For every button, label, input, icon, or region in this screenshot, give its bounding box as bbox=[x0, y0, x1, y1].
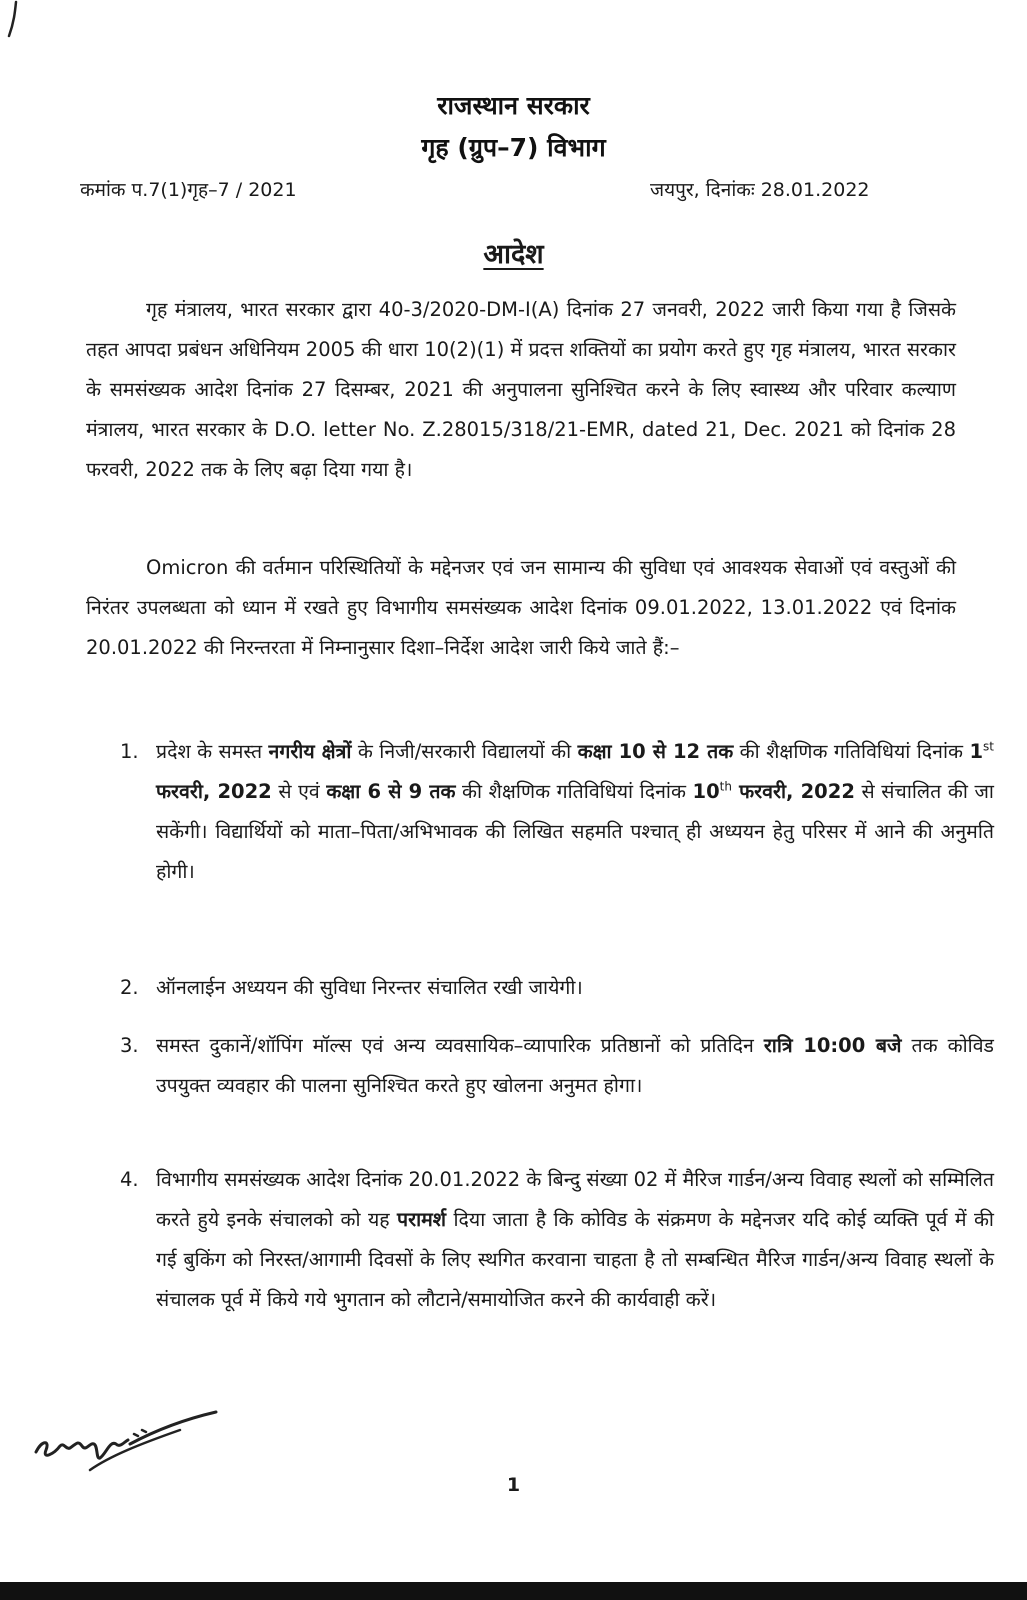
signature-icon bbox=[30, 1404, 230, 1474]
item-number: 4. bbox=[120, 1168, 139, 1191]
order-title bbox=[0, 234, 1027, 271]
item-text: से एवं bbox=[271, 780, 327, 803]
item-text: ऑनलाईन अध्ययन की सुविधा निरन्तर संचालित रखी जायेगी। bbox=[156, 976, 583, 999]
order-title-text: आदेश bbox=[483, 239, 544, 270]
ordinal-suffix: st bbox=[983, 739, 994, 754]
item-bold-text: नगरीय क्षेत्रों bbox=[268, 740, 352, 763]
list-item-4 bbox=[120, 1160, 994, 1320]
list-item-2 bbox=[120, 968, 994, 1008]
item-text: से संचालित की जा सकेंगी। विद्यार्थियों को माता–पिता/अभिभावक की लिखित सहमति पश्चात् ही अध्ययन हेतु परिसर में आने की अनुमति होगी। bbox=[156, 780, 994, 883]
item-bold-text: रात्रि 10:00 बजे bbox=[763, 1034, 902, 1057]
item-number: 2. bbox=[120, 976, 139, 999]
item-text: की शैक्षणिक गतिविधियां दिनांक bbox=[455, 780, 693, 803]
item-bold-text: कक्षा 10 से 12 तक bbox=[577, 740, 734, 763]
item-text: समस्त दुकानें/शॉपिंग मॉल्स एवं अन्य व्यवसायिक–व्यापारिक प्रतिष्ठानों को प्रतिदिन bbox=[156, 1034, 764, 1057]
scan-edge-bar bbox=[0, 1582, 1027, 1600]
reference-number: कमांक प.7(1)गृह–7 / 2021 bbox=[80, 179, 297, 201]
paragraph-2: Omicron की वर्तमान परिस्थितियों के मद्देनजर एवं जन सामान्य की सुविधा एवं आवश्यक सेवाओं एवं वस्तुओं की निरंतर उपलब्धता को ध्यान में रखते हुए विभागीय समसंख्यक आदेश दिनांक 09.01.2022, 13.01.2022 एवं दिनांक 20.01.2022 की निरन्तरता में निम्नानुसार दिशा–निर्देश आदेश जारी किये जाते हैं:– bbox=[86, 556, 956, 659]
item-bold-text: 1 bbox=[969, 740, 984, 763]
item-text: दिया जाता है कि कोविड के संक्रमण के मद्देनजर यदि कोई व्यक्ति पूर्व में की गई बुकिंग को निरस्त/आगामी दिवसों के लिए स्थगित करवाना चाहता है तो सम्बन्धित मैरिज गार्डन/अन्य विवाह स्थलों के संचालक पूर्व में किये गये भुगतान को लौटाने/समायोजित करने की कार्यवाही करें। bbox=[156, 1208, 994, 1311]
list-item-1 bbox=[120, 732, 994, 892]
item-bold-text: फरवरी, 2022 bbox=[731, 780, 855, 803]
government-name: राजस्थान सरकार bbox=[437, 91, 590, 120]
item-bold-text: कक्षा 6 से 9 तक bbox=[326, 780, 456, 803]
list-item-3 bbox=[120, 1026, 994, 1106]
item-bold-text: फरवरी, 2022 bbox=[156, 780, 272, 803]
paragraph-1: गृह मंत्रालय, भारत सरकार द्वारा 40-3/2020-DM-I(A) दिनांक 27 जनवरी, 2022 जारी किया गया है जिसके तहत आपदा प्रबंधन अधिनियम 2005 की धारा 10(2)(1) में प्रदत्त शक्तियों का प्रयोग करते हुए गृह मंत्रालय, भारत सरकार के समसंख्यक आदेश दिनांक 27 दिसम्बर, 2021 की अनुपालना सुनिश्चित करने के लिए स्वास्थ्य और परिवार कल्याण मंत्रालय, भारत सरकार के D.O. letter No. Z.28015/318/21-EMR, dated 21, Dec. 2021 को दिनांक 28 फरवरी, 2022 तक के लिए बढ़ा दिया गया है। bbox=[86, 298, 956, 481]
item-text: प्रदेश के समस्त bbox=[156, 740, 269, 763]
item-number: 1. bbox=[120, 740, 139, 763]
item-bold-text: परामर्श bbox=[397, 1208, 447, 1231]
page-number: 1 bbox=[506, 1474, 521, 1496]
place-and-date: जयपुर, दिनांकः 28.01.2022 bbox=[650, 179, 870, 201]
item-text: के निजी/सरकारी विद्यालयों की bbox=[351, 740, 578, 763]
item-text: विभागीय समसंख्यक आदेश दिनांक 20.01.2022 के बिन्दु संख्या 02 में मैरिज गार्डन/अन्य विवाह स्थलों को सम्मिलित करते हुये इनके संचालको को यह bbox=[156, 1168, 994, 1231]
item-bold-text: 10 bbox=[692, 780, 720, 803]
item-text: की शैक्षणिक गतिविधियां दिनांक bbox=[733, 740, 970, 763]
pen-mark-icon bbox=[6, 0, 20, 40]
item-number: 3. bbox=[120, 1034, 139, 1057]
department-name: गृह (ग्रुप–7) विभाग bbox=[421, 133, 606, 162]
ordinal-suffix: th bbox=[719, 779, 732, 794]
item-text: तक कोविड उपयुक्त व्यवहार की पालना सुनिश्चित करते हुए खोलना अनुमत होगा। bbox=[156, 1034, 994, 1097]
